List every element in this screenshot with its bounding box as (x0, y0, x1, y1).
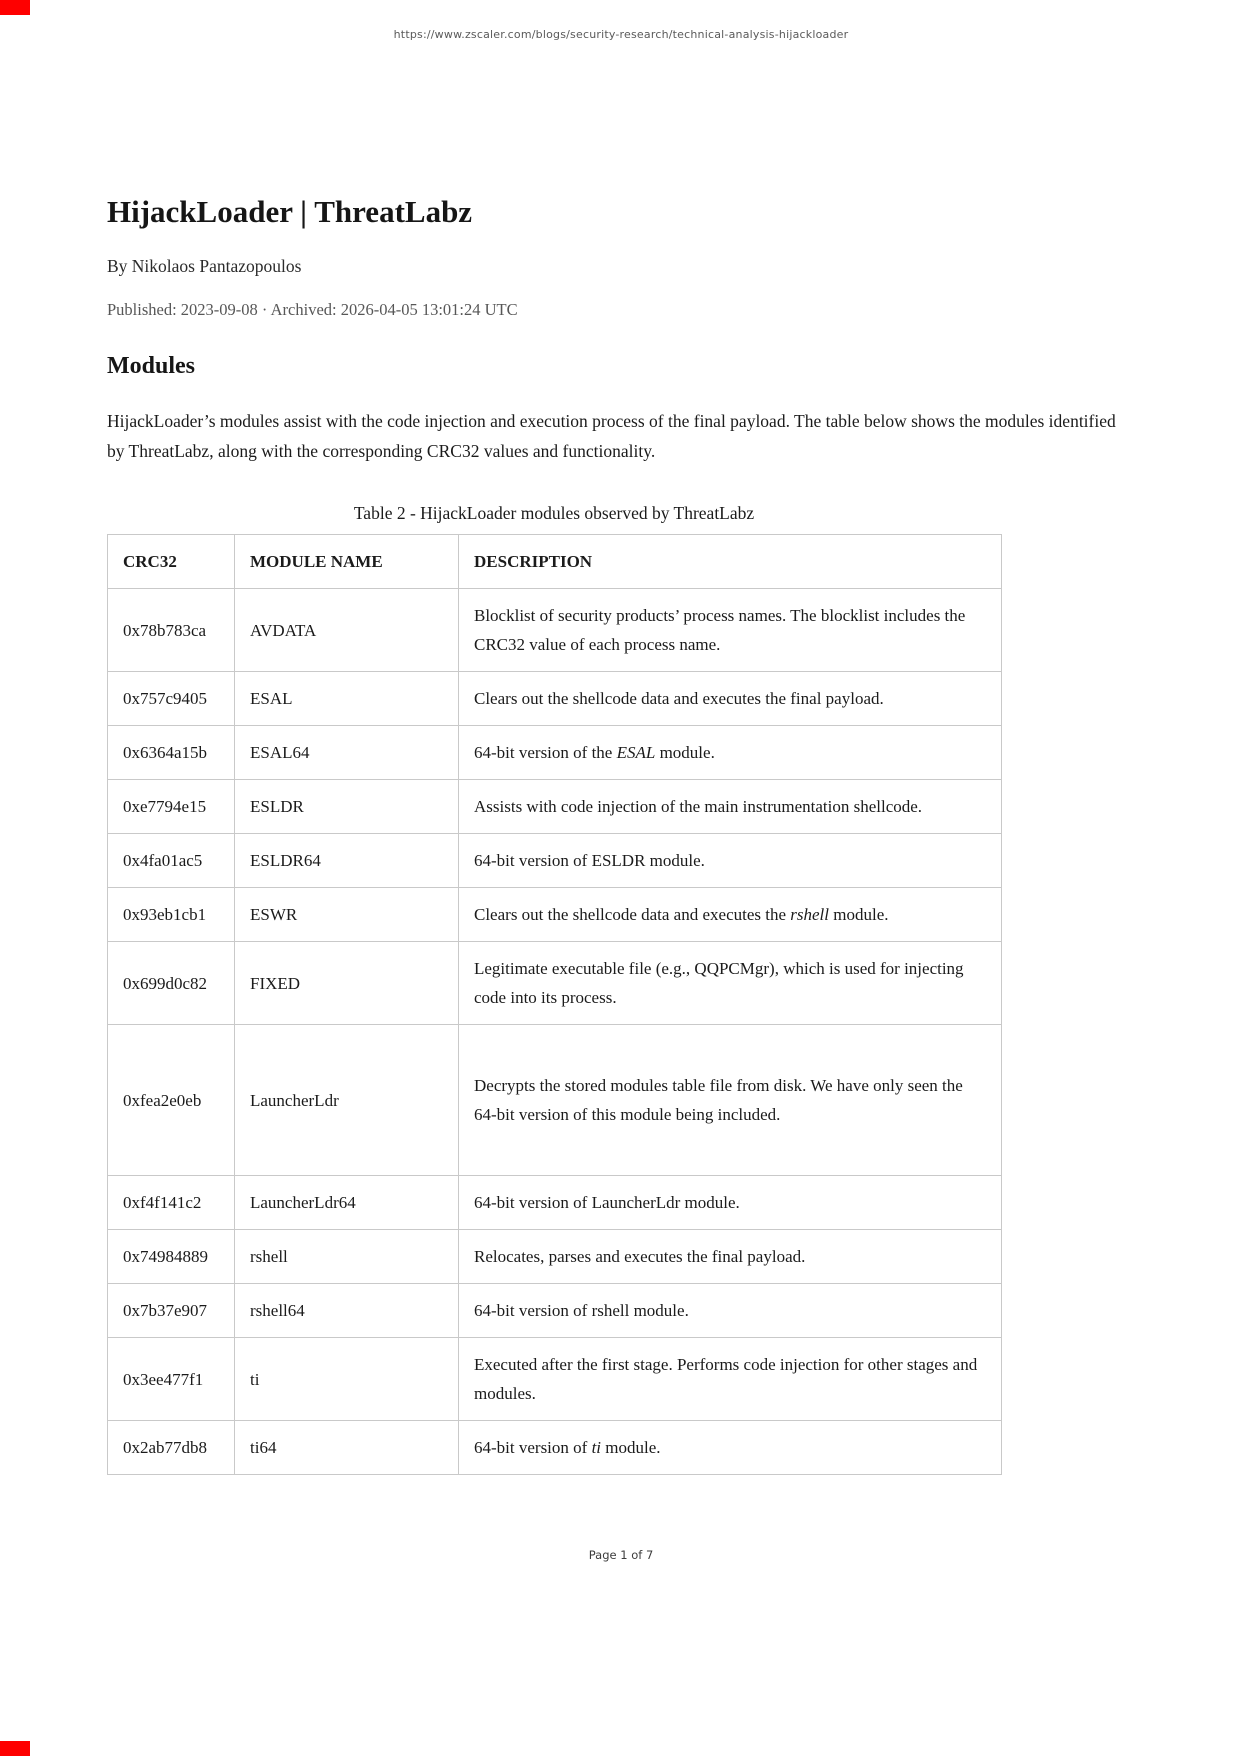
table-row (108, 1338, 1002, 1421)
page-title: HijackLoader | ThreatLabz (107, 194, 473, 229)
module-name-cell: ESAL64 (235, 726, 459, 780)
crc32-cell: 0x2ab77db8 (108, 1421, 235, 1475)
column-header: MODULE NAME (235, 535, 459, 589)
description-cell: Relocates, parses and executes the final payload. (459, 1230, 1002, 1284)
page-number: Page 1 of 7 (588, 1548, 654, 1562)
description-cell: 64-bit version of ti module. (459, 1421, 1002, 1475)
module-name-cell: ESLDR (235, 780, 459, 834)
crc32-cell: 0xf4f141c2 (108, 1176, 235, 1230)
table-row (108, 942, 1002, 1025)
module-name-cell: LauncherLdr64 (235, 1176, 459, 1230)
crc32-cell: 0x757c9405 (108, 672, 235, 726)
description-cell: 64-bit version of LauncherLdr module. (459, 1176, 1002, 1230)
module-name-cell: FIXED (235, 942, 459, 1025)
table-row (108, 1284, 1002, 1338)
module-name-cell: ESWR (235, 888, 459, 942)
crc32-cell: 0xfea2e0eb (108, 1025, 235, 1176)
description-cell: Clears out the shellcode data and executes the final payload. (459, 672, 1002, 726)
crc32-cell: 0x4fa01ac5 (108, 834, 235, 888)
table-row (108, 672, 1002, 726)
table-row (108, 1421, 1002, 1475)
intro-paragraph: HijackLoader’s modules assist with the code injection and execution process of the final payload. The table below shows the modules identified by ThreatLabz, along with the corresponding CRC32 values and functionality. (107, 411, 1116, 462)
document-content (107, 193, 1136, 1475)
top-edge-marker (0, 0, 30, 15)
description-cell: Executed after the first stage. Performs code injection for other stages and modules. (459, 1338, 1002, 1421)
module-name-cell: AVDATA (235, 589, 459, 672)
description-cell: Blocklist of security products’ process names. The blocklist includes the CRC32 value of each process name. (459, 589, 1002, 672)
crc32-cell: 0x6364a15b (108, 726, 235, 780)
byline: By Nikolaos Pantazopoulos (107, 256, 302, 277)
module-name-cell: ti64 (235, 1421, 459, 1475)
table-caption: Table 2 - HijackLoader modules observed by ThreatLabz (353, 503, 755, 524)
crc32-cell: 0x3ee477f1 (108, 1338, 235, 1421)
description-cell: 64-bit version of rshell module. (459, 1284, 1002, 1338)
crc32-cell: 0x74984889 (108, 1230, 235, 1284)
column-header: CRC32 (108, 535, 235, 589)
description-cell: 64-bit version of the ESAL module. (459, 726, 1002, 780)
crc32-cell: 0x7b37e907 (108, 1284, 235, 1338)
module-name-cell: ESAL (235, 672, 459, 726)
table-row (108, 1176, 1002, 1230)
publish-archive-meta: Published: 2023-09-08 · Archived: 2026-04-05 13:01:24 UTC (107, 300, 518, 320)
column-header: DESCRIPTION (459, 535, 1002, 589)
table-row (108, 589, 1002, 672)
modules-table (107, 534, 1002, 1475)
source-url: https://www.zscaler.com/blogs/security-research/technical-analysis-hijackloader (393, 28, 849, 41)
description-cell: Clears out the shellcode data and executes the rshell module. (459, 888, 1002, 942)
table-row (108, 888, 1002, 942)
module-name-cell: rshell64 (235, 1284, 459, 1338)
module-name-cell: LauncherLdr (235, 1025, 459, 1176)
crc32-cell: 0x78b783ca (108, 589, 235, 672)
crc32-cell: 0x93eb1cb1 (108, 888, 235, 942)
description-cell: Assists with code injection of the main instrumentation shellcode. (459, 780, 1002, 834)
module-name-cell: ti (235, 1338, 459, 1421)
table-row (108, 1025, 1002, 1176)
description-cell: Legitimate executable file (e.g., QQPCMgr), which is used for injecting code into its process. (459, 942, 1002, 1025)
module-name-cell: rshell (235, 1230, 459, 1284)
table-row (108, 726, 1002, 780)
table-row (108, 834, 1002, 888)
module-name-cell: ESLDR64 (235, 834, 459, 888)
description-cell: Decrypts the stored modules table file from disk. We have only seen the 64-bit version of this module being included. (459, 1025, 1002, 1176)
crc32-cell: 0x699d0c82 (108, 942, 235, 1025)
crc32-cell: 0xe7794e15 (108, 780, 235, 834)
table-header-row (108, 535, 1002, 589)
section-heading-modules: Modules (107, 353, 196, 380)
table-row (108, 1230, 1002, 1284)
table-row (108, 780, 1002, 834)
bottom-edge-marker (0, 1741, 30, 1756)
description-cell: 64-bit version of ESLDR module. (459, 834, 1002, 888)
